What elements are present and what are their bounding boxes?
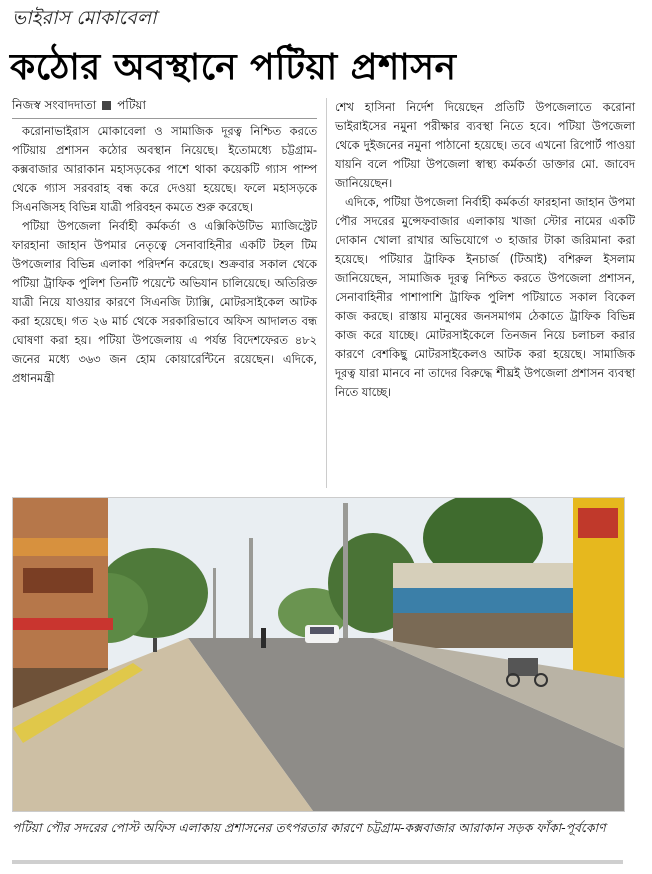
reporter: নিজস্ব সংবাদদাতা: [12, 98, 97, 112]
kicker: ভাইরাস মোকাবেলা: [12, 7, 157, 29]
street-photo: [12, 497, 625, 812]
column-divider: [326, 98, 327, 488]
byline-location: পটিয়া: [117, 98, 146, 112]
left-column: [12, 96, 317, 388]
photo-caption: পটিয়া পৌর সদরের পোস্ট অফিস এলাকায় প্রশাসনের তৎপরতার কারণে চট্টগ্রাম-কক্সবাজার আরাকান সড়ক ফাঁকা-পূর্বকোণ: [12, 820, 606, 835]
bottom-rule: [12, 860, 623, 864]
left-paragraph-1: করোনাভাইরাস মোকাবেলা ও সামাজিক দূরত্ব নিশ্চিত করতে পটিয়ায় প্রশাসন কঠোর অবস্থান নিয়েছে। ইতোমধ্যে চট্টগ্রাম-কক্সবাজার আরাকান মহাসড়কের পাশে থাকা কয়েকটি গ্যাস পাম্প থেকে গ্যাস সরবরাহ বন্ধ করে দেওয়া হয়েছে। ফলে মহাসড়কে সিএনজিসহ বিভিন্ন যাত্রী পরিবহন কমতে শুরু করেছে।: [12, 124, 317, 214]
right-paragraph-2: এদিকে, পটিয়া উপজেলা নির্বাহী কর্মকর্তা ফারহানা জাহান উপমা পৌর সদরের মুন্সেফবাজার এলাকায় খাজা স্টোর নামের একটি দোকান খোলা রাখার অভিযোগে ৩ হাজার টাকা জরিমানা করা হয়েছে। পটিয়ার ট্রাফিক ইনচার্জ (টিআই) বশিরুল ইসলাম জানিয়েছেন, সামাজিক দূরত্ব নিশ্চিত করতে উপজেলা প্রশাসন, সেনাবাহিনীর পাশাপাশি ট্রাফিক পুলিশ পটিয়াতে সকাল বিকেল কাজ করছে। রাস্তায় মানুষের জনসমাগম ঠেকাতে ট্রাফিক বিভিন্ন কাজ করে যাচ্ছে। মোটরসাইকেলে তিনজন নিয়ে চলাচল করার কারণে বেশকিছু মোটরসাইকেলও আটক করা হয়েছে। সামাজিক দূরত্ব যারা মানবে না তাদের বিরুদ্ধে শীঘ্রই উপজেলা প্রশাসন ব্যবস্থা নিতে যাচ্ছে।: [335, 195, 635, 399]
headline: কঠোর অবস্থানে পটিয়া প্রশাসন: [10, 47, 457, 88]
left-paragraph-2: পটিয়া উপজেলা নির্বাহী কর্মকর্তা ও এক্সিকিউটিভ ম্যাজিস্ট্রেট ফারহানা জাহান উপমার নেতৃত্বে সেনাবাহিনীর একটি টহল টিম উপজেলার বিভিন্ন এলাকা পরিদর্শন করেছে। শুক্রবার সকাল থেকে পটিয়া ট্রাফিক পুলিশ তিনটি পয়েন্টে অভিযান চালিয়েছে। অতিরিক্ত যাত্রী নিয়ে যাওয়ার কারণে সিএনজি ট্যাক্সি, মোটরসাইকেল আটক করা হয়েছে। গত ২৬ মার্চ থেকে সরকারিভাবে অফিস আদালত বন্ধ ঘোষণা করা হয়। পটিয়া উপজেলায় এ পর্যন্ত বিদেশফেরত ৪৮২ জনের মধ্যে ৩৬৩ জন হোম কোয়ারেন্টিনে রয়েছেন। এদিকে, প্রধানমন্ত্রী: [12, 219, 317, 385]
street-scene-illustration: [13, 498, 624, 811]
right-column: [335, 98, 635, 402]
byline: [12, 96, 317, 119]
right-paragraph-1: শেখ হাসিনা নির্দেশ দিয়েছেন প্রতিটি উপজেলাতে করোনা ভাইরাইসের নমুনা পরীক্ষার ব্যবস্থা নিতে হবে। পটিয়া উপজেলা থেকে দুইজনের নমুনা পাঠানো হয়েছে। তবে এখনো রিপোর্ট পাওয়া যায়নি বলে পটিয়া উপজেলা স্বাস্থ্য কর্মকর্তা ডাক্তার মো. জাবেদ জানিয়েছেন।: [335, 100, 635, 190]
byline-square-icon: [102, 101, 111, 110]
